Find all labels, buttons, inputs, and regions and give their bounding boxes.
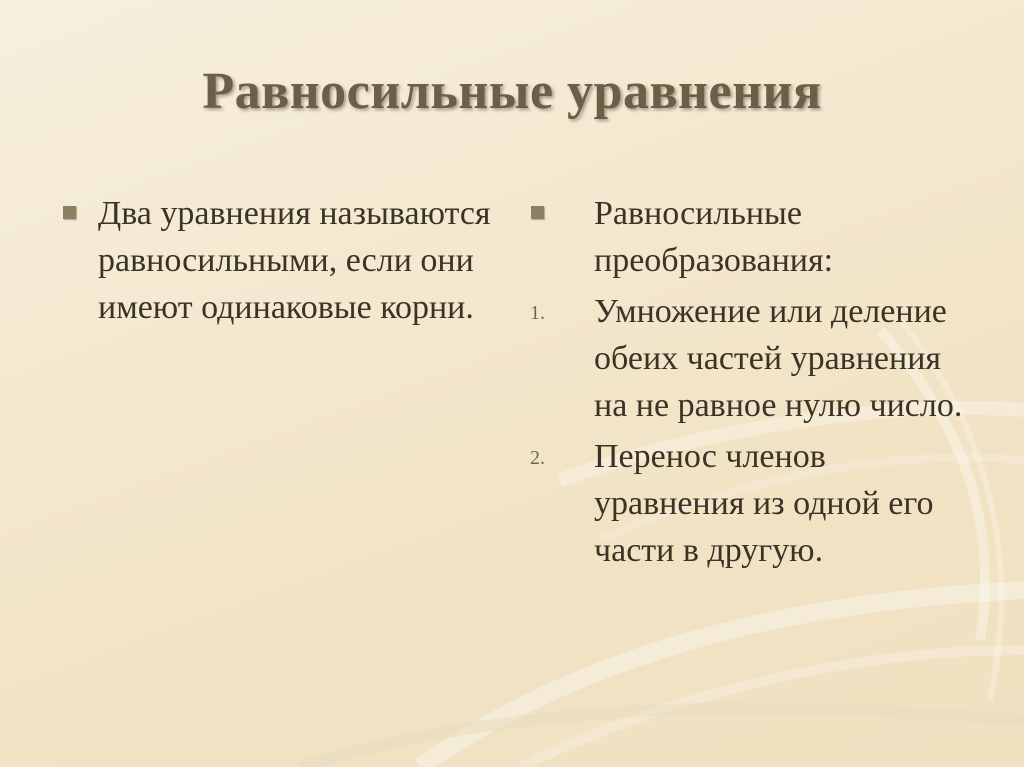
right-column — [528, 190, 968, 574]
square-bullet-icon — [531, 206, 544, 219]
list-number: 1. — [530, 302, 545, 324]
list-item-text: Умножение или деление обеих частей уравнения на не равное нулю число. — [594, 293, 963, 424]
list-item-text: Перенос членов уравнения из одной его части в другую. — [594, 438, 934, 569]
square-bullet-icon — [63, 206, 76, 219]
definition-text: Два уравнения называются равносильными, если они имеют одинаковые корни. — [98, 195, 491, 326]
transformations-heading: Равносильные преобразования: — [594, 195, 834, 279]
slide-title: Равносильные уравнения — [202, 63, 822, 120]
list-item — [528, 288, 968, 429]
list-item — [528, 433, 968, 574]
left-column — [60, 190, 500, 331]
transformations-bullet — [528, 190, 968, 284]
definition-bullet — [60, 190, 500, 331]
list-number: 2. — [530, 447, 545, 469]
